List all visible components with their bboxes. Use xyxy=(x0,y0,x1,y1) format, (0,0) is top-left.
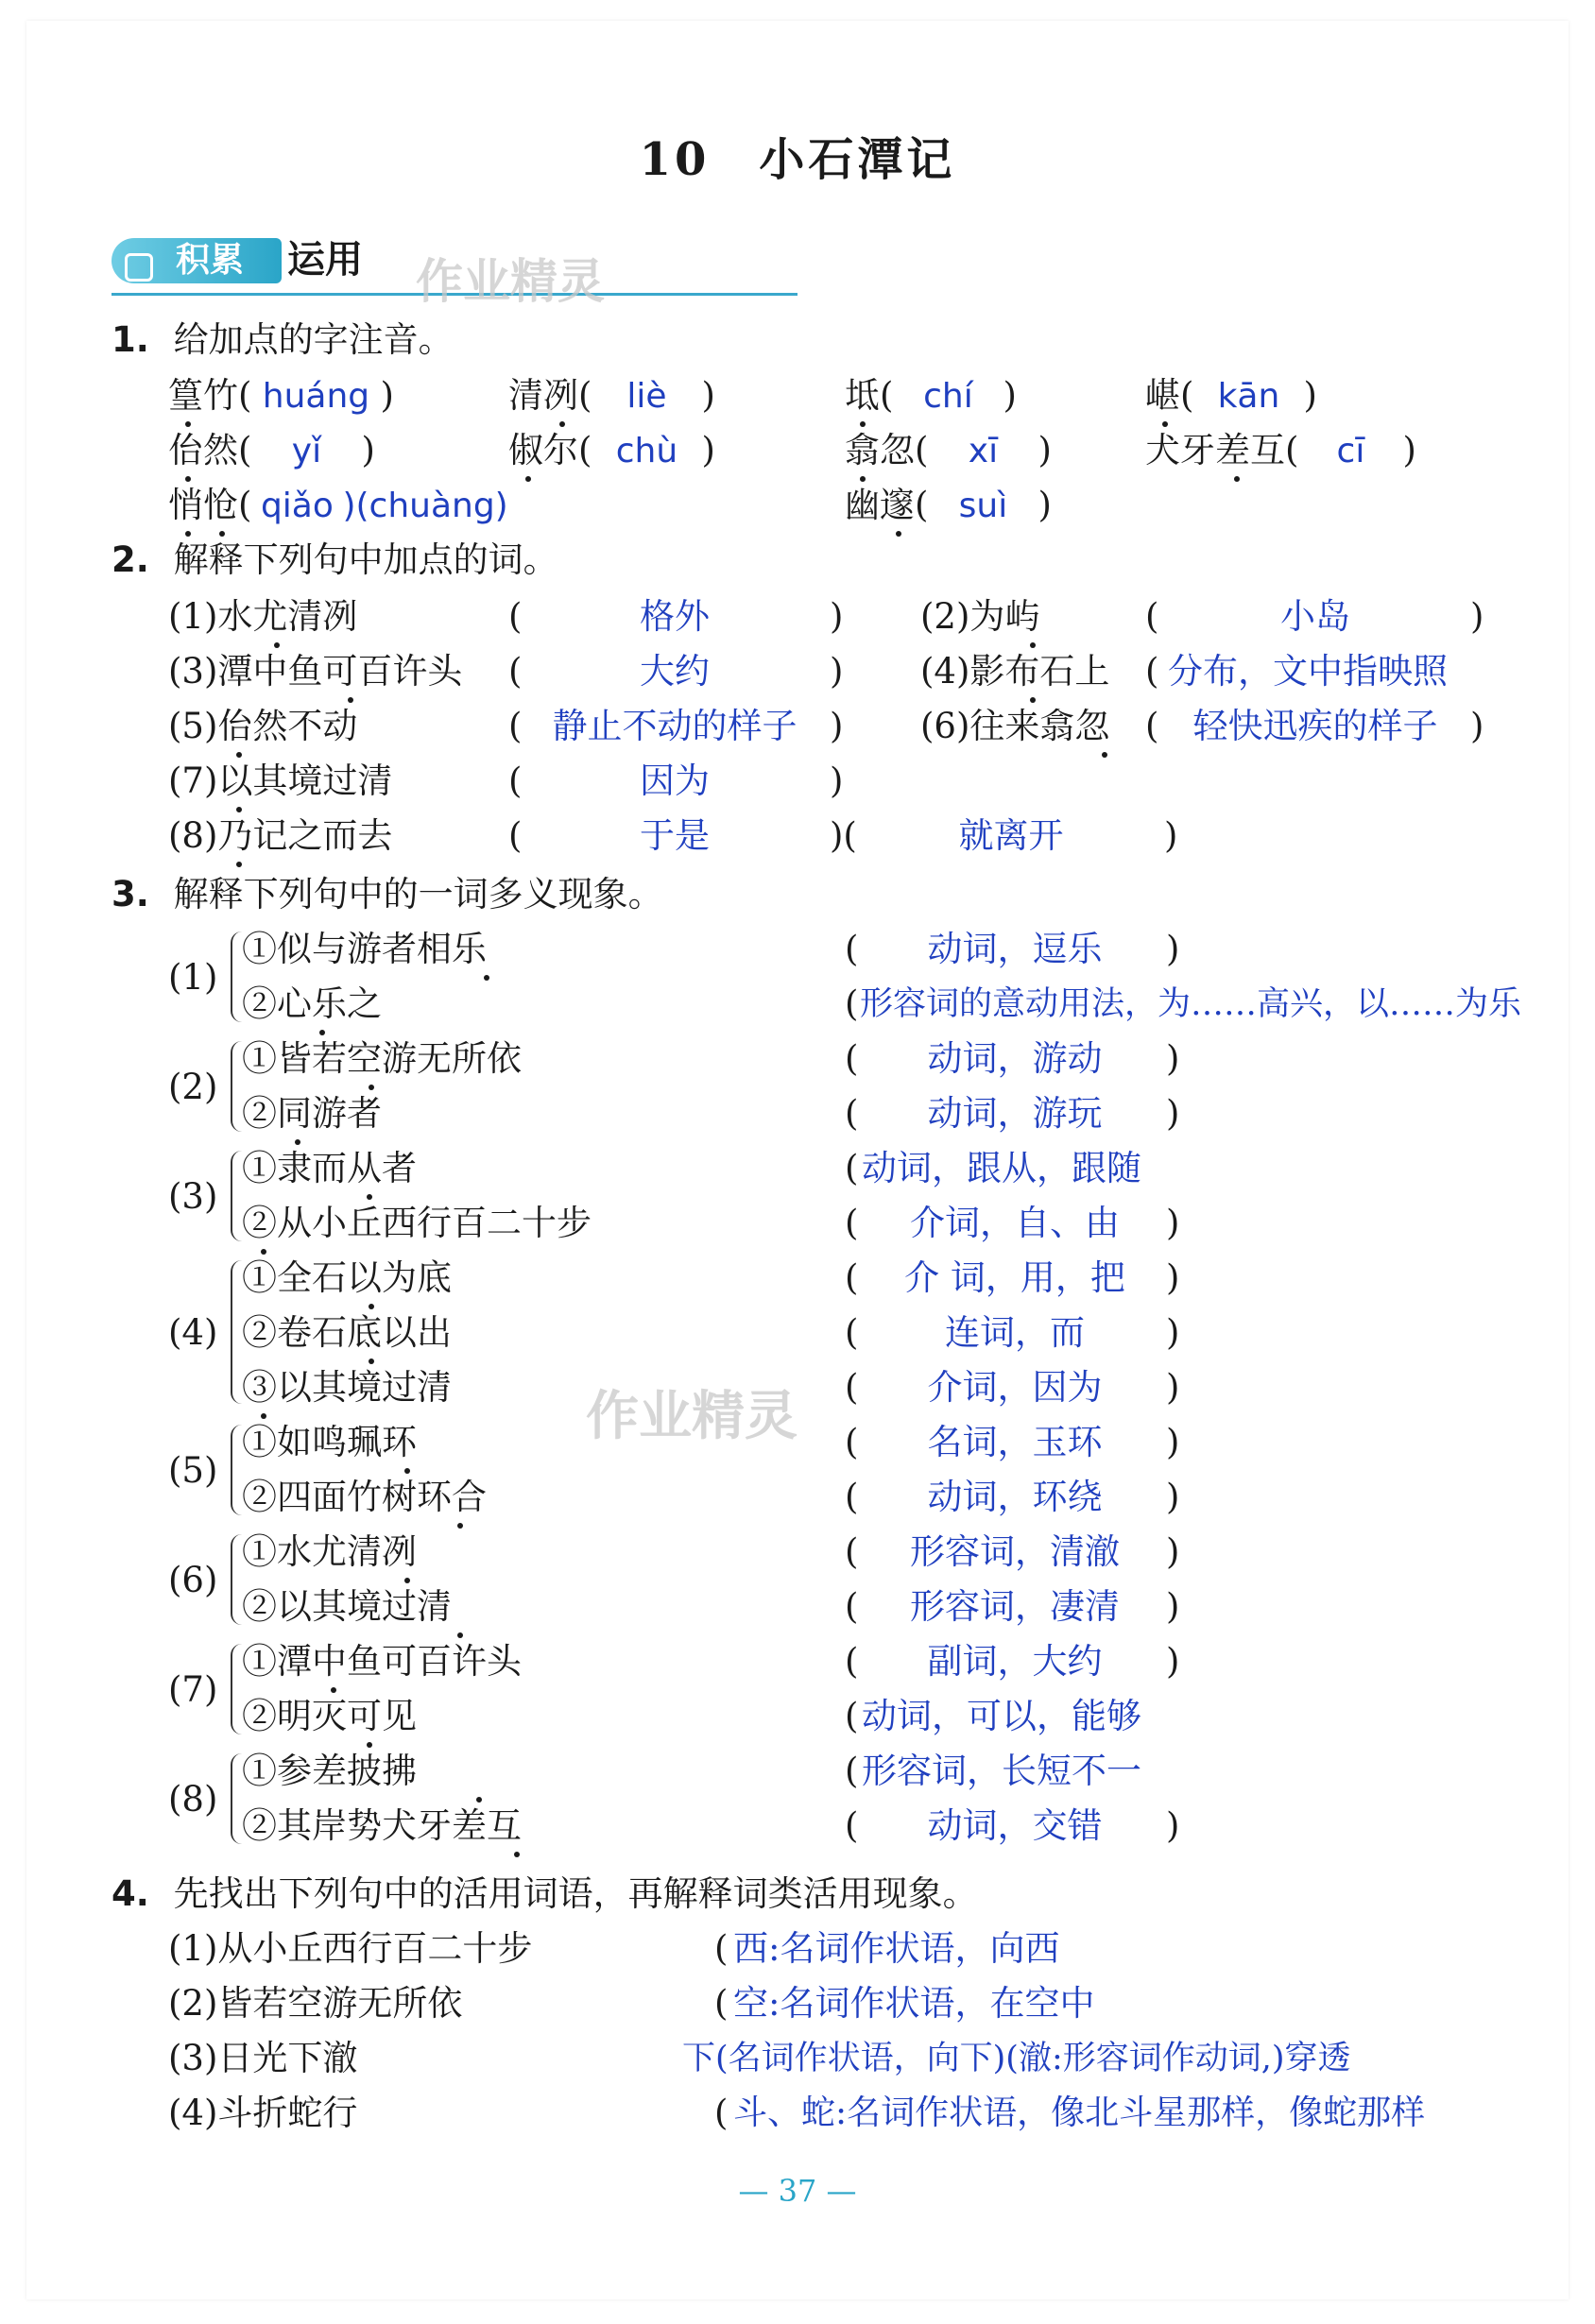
answer: xī xyxy=(968,432,999,470)
answer: 形容词，长短不一 xyxy=(862,1751,1141,1791)
sentence: ①参差披拂 xyxy=(242,1751,417,1791)
group-label: (7) xyxy=(168,1669,218,1710)
question-text: 解释下列句中的一词多义现象。 xyxy=(173,874,663,914)
list-item: 坻( chí ) xyxy=(845,370,1017,422)
answer: chù xyxy=(615,432,678,470)
list-item: 犬牙差互( cī ) xyxy=(1145,425,1416,477)
group-label: (6) xyxy=(168,1560,218,1600)
answer: 动词，游玩 xyxy=(927,1093,1103,1134)
answer: huáng xyxy=(262,377,370,416)
answer: liè xyxy=(626,377,667,416)
group-label: (5) xyxy=(168,1450,218,1491)
sentence: ①潭中鱼可百许头 xyxy=(242,1641,522,1682)
answer: 西:名词作状语，向西 xyxy=(733,1928,1060,1969)
answer: 空:名词作状语，在空中 xyxy=(733,1983,1095,2024)
answer: 形容词，清澈 xyxy=(910,1531,1120,1572)
answer: 大约 xyxy=(640,651,710,692)
sentence: ①隶而从者 xyxy=(242,1148,417,1188)
answer: 就离开 xyxy=(958,815,1064,856)
question-number: 1. xyxy=(111,319,149,360)
list-item: 幽邃( suì ) xyxy=(845,480,1052,532)
sentence: ②其岸势犬牙差互 xyxy=(242,1805,522,1846)
section-label: 运用 xyxy=(287,238,363,282)
question-4 xyxy=(111,1869,978,1920)
sentence: ②从小丘西行百二十步 xyxy=(242,1203,592,1243)
answer: 于是 xyxy=(640,815,710,856)
answer: 格外 xyxy=(640,596,710,637)
question-text: 给加点的字注音。 xyxy=(173,319,454,360)
list-item: (2)皆若空游无所依 xyxy=(168,1983,463,2024)
list-item: 嵁( kān ) xyxy=(1145,370,1317,422)
answer: 动词，跟从，跟随 xyxy=(862,1148,1141,1188)
answer: 介词，因为 xyxy=(927,1367,1103,1408)
question-3 xyxy=(111,869,663,920)
list-item: (3)潭中鱼可百许头 xyxy=(168,651,463,692)
list-item: 悄怆( qiǎo )(chuàng) xyxy=(168,480,508,532)
answer: 斗、蛇:名词作状语，像北斗星那样，像蛇那样 xyxy=(733,2093,1426,2132)
list-item: 清冽( liè ) xyxy=(508,370,715,422)
question-number: 4. xyxy=(111,1873,149,1914)
sentence: ②心乐之 xyxy=(242,983,382,1024)
list-item: (7)以其境过清 xyxy=(168,760,393,801)
group-label: (2) xyxy=(168,1067,218,1107)
question-2 xyxy=(111,535,558,586)
answer: 分布，文中指映照 xyxy=(1168,651,1448,692)
group-label: (1) xyxy=(168,957,218,998)
sentence: ①皆若空游无所依 xyxy=(242,1038,522,1079)
sentence: ②四面竹树环合 xyxy=(242,1477,487,1517)
list-item: 俶尔( chù ) xyxy=(508,425,715,477)
sentence: ①如鸣珮环 xyxy=(242,1422,417,1462)
answer: 静止不动的样子 xyxy=(552,706,798,746)
list-item: (6)往来翕忽 xyxy=(920,706,1110,746)
sentence: ②以其境过清 xyxy=(242,1586,452,1627)
list-item: 翕忽( xī ) xyxy=(845,425,1052,477)
group-label: (3) xyxy=(168,1176,218,1217)
answer: 副词，大约 xyxy=(927,1641,1103,1682)
section-badge-text: 积累 xyxy=(176,241,245,280)
answer: 动词，环绕 xyxy=(927,1477,1103,1517)
answer: chí xyxy=(923,377,973,416)
badge-icon xyxy=(125,253,153,282)
answer: 动词，交错 xyxy=(927,1805,1103,1846)
answer: kān xyxy=(1217,377,1280,416)
list-item: (1)水尤清冽 xyxy=(168,596,358,637)
sentence: ②明灭可见 xyxy=(242,1696,417,1736)
answer: 名词，玉环 xyxy=(927,1422,1103,1462)
answer: qiǎo xyxy=(260,487,334,525)
answer: 连词，而 xyxy=(945,1312,1085,1353)
answer: cī xyxy=(1336,432,1365,470)
question-number: 3. xyxy=(111,874,149,914)
sentence: ①似与游者相乐 xyxy=(242,929,487,969)
sentence: ②同游者 xyxy=(242,1093,382,1134)
answer: 动词，游动 xyxy=(927,1038,1103,1079)
list-item: (4)影布石上 xyxy=(920,651,1110,692)
answer: 动词，可以，能够 xyxy=(862,1696,1141,1736)
sentence: ①全石以为底 xyxy=(242,1257,452,1298)
list-item: (8)乃记之而去 xyxy=(168,815,393,856)
sentence: ③以其境过清 xyxy=(242,1367,452,1408)
answer: 介词，自、由 xyxy=(910,1203,1120,1243)
list-item: (5)佁然不动 xyxy=(168,706,358,746)
answer: suì xyxy=(958,487,1008,525)
answer: 形容词的意动用法，为……高兴，以……为乐 xyxy=(860,985,1522,1023)
sentence: ①水尤清冽 xyxy=(242,1531,417,1572)
page-title: 10 小石潭记 xyxy=(639,133,956,186)
answer: yǐ xyxy=(291,432,322,470)
list-item: (1)从小丘西行百二十步 xyxy=(168,1928,533,1969)
watermark: 作业精灵 xyxy=(586,1386,798,1447)
group-label: (4) xyxy=(168,1312,218,1353)
group-label: (8) xyxy=(168,1779,218,1820)
watermark: 作业精灵 xyxy=(416,254,605,309)
sentence: ②卷石底以出 xyxy=(242,1312,452,1353)
list-item: 佁然( yǐ ) xyxy=(168,425,375,477)
answer: 形容词，凄清 xyxy=(910,1586,1120,1627)
answer: 小岛 xyxy=(1280,596,1350,637)
list-item: (3)日光下澈 xyxy=(168,2038,358,2078)
question-number: 2. xyxy=(111,539,149,580)
page-number: — 37 — xyxy=(738,2173,857,2209)
answer: 因为 xyxy=(640,760,710,801)
list-item: (2)为屿 xyxy=(920,596,1040,637)
list-item: (4)斗折蛇行 xyxy=(168,2093,358,2133)
answer: 介 词，用，把 xyxy=(904,1257,1125,1298)
list-item: 篁竹( huáng ) xyxy=(168,370,394,422)
answer: 下(名词作状语，向下)(澈:形容词作动词,)穿透 xyxy=(682,2040,1351,2077)
question-1 xyxy=(111,315,454,366)
question-text: 解释下列句中加点的词。 xyxy=(173,539,558,580)
answer: 轻快迅疾的样子 xyxy=(1192,706,1438,746)
answer: 动词，逗乐 xyxy=(927,929,1103,969)
question-text: 先找出下列句中的活用词语，再解释词类活用现象。 xyxy=(173,1873,978,1914)
